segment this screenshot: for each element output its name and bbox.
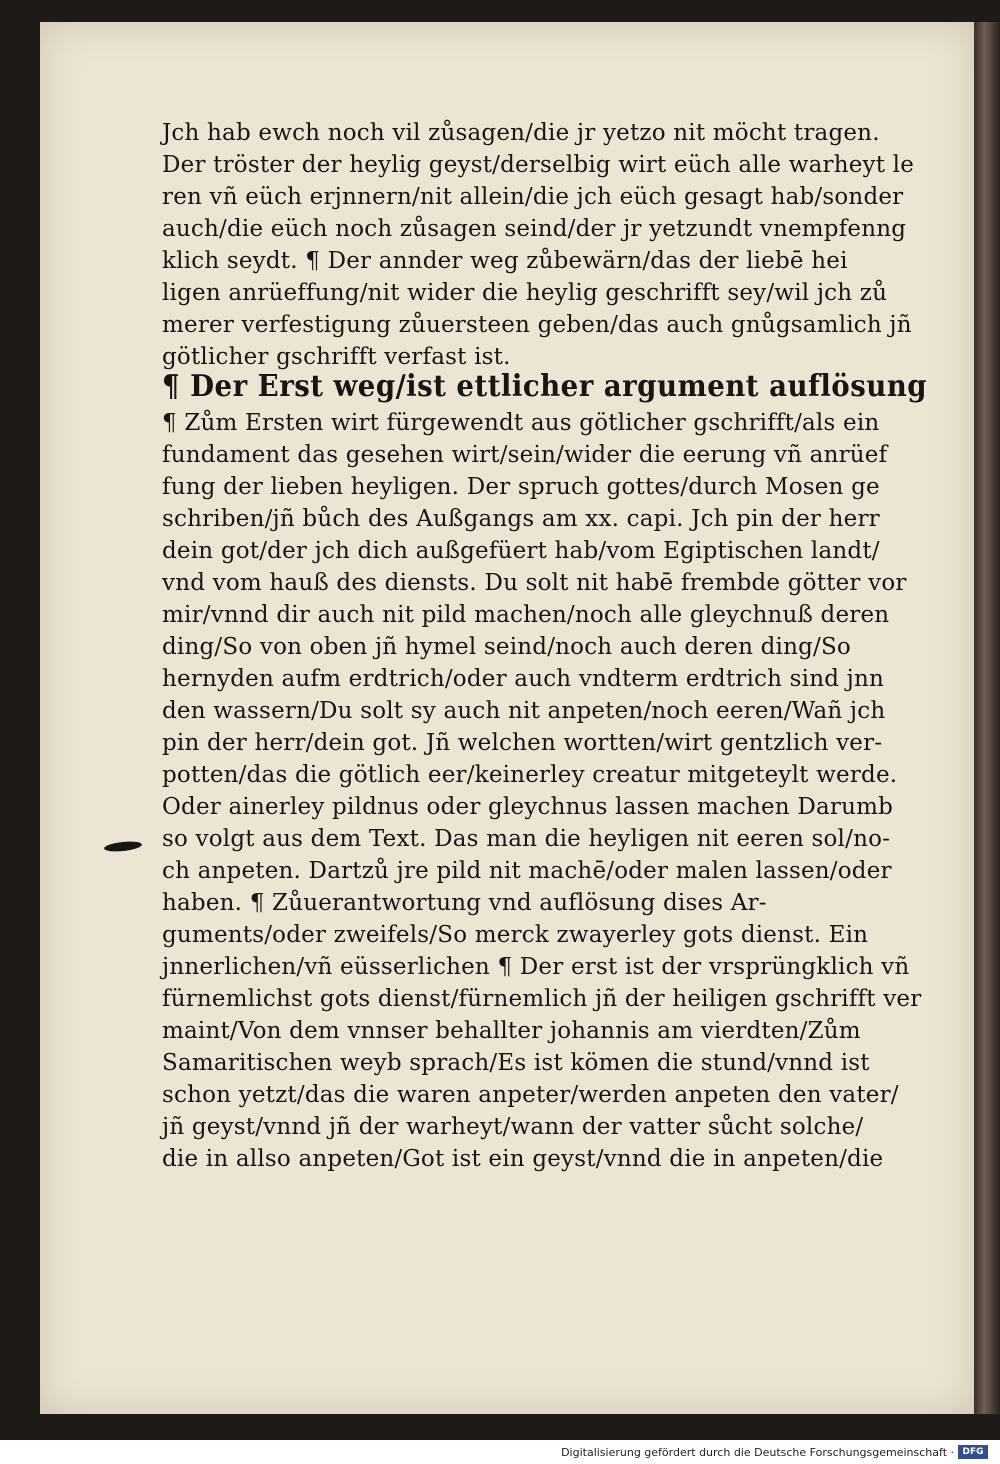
dfg-logo-icon: DFG: [958, 1445, 988, 1459]
text-line: dein got/der jch dich außgefüert hab/vom Egiptischen landt/: [162, 538, 880, 564]
text-line: mir/vnnd dir auch nit pild machen/noch alle gleychnuß deren: [162, 602, 890, 628]
text-line: schriben/jñ bůch des Außgangs am xx. capi. Jch pin der herr: [162, 506, 880, 532]
text-line: ¶ Zům Ersten wirt fürgewendt aus götlicher gschrifft/als ein: [162, 410, 880, 436]
text-line: ch anpeten. Dartzů jre pild nit machē/oder malen lassen/oder: [162, 858, 892, 884]
text-line: Jch hab ewch noch vil zůsagen/die jr yetzo nit möcht tragen.: [162, 120, 880, 146]
text-line: Der tröster der heylig geyst/derselbig wirt eüch alle warheyt le: [162, 152, 915, 178]
text-line: jñ geyst/vnnd jñ der warheyt/wann der vatter sůcht solche/: [162, 1114, 864, 1140]
text-line: fürnemlichst gots dienst/fürnemlich jñ der heiligen gschrifft ver: [162, 986, 922, 1012]
text-line: jnnerlichen/vñ eüsserlichen ¶ Der erst ist der vrsprüngklich vñ: [162, 954, 910, 980]
text-line: merer verfestigung zůuersteen geben/das auch gnůgsamlich jñ: [162, 312, 912, 338]
text-line: hernyden aufm erdtrich/oder auch vndterm erdtrich sind jnn: [162, 666, 885, 692]
text-line: guments/oder zweifels/So merck zwayerley gots dienst. Ein: [162, 922, 869, 948]
text-line: maint/Von dem vnnser behallter johannis am vierdten/Zům: [162, 1018, 861, 1044]
page-edge: [974, 22, 1000, 1414]
text-line: fung der lieben heyligen. Der spruch gottes/durch Mosen ge: [162, 474, 880, 500]
text-line: ren vñ eüch erjnnern/nit allein/die jch eüch gesagt hab/sonder: [162, 184, 904, 210]
text-line: den wassern/Du solt sy auch nit anpeten/noch eeren/Wañ jch: [162, 698, 886, 724]
text-line: Samaritischen weyb sprach/Es ist kömen die stund/vnnd ist: [162, 1050, 870, 1076]
text-line: Oder ainerley pildnus oder gleychnus lassen machen Darumb: [162, 794, 894, 820]
text-line: pin der herr/dein got. Jñ welchen wortten/wirt gentzlich ver-: [162, 730, 883, 756]
text-line: so volgt aus dem Text. Das man die heyligen nit eeren sol/no-: [162, 826, 891, 852]
text-line: ligen anrüeffung/nit wider die heylig geschrifft sey/wil jch zů: [162, 280, 888, 306]
text-line: klich seydt. ¶ Der annder weg zůbewärn/das der liebē hei: [162, 248, 848, 274]
section-heading: ¶ Der Erst weg/ist ettlicher argument auflösung: [162, 369, 928, 404]
text-line: haben. ¶ Zůuerantwortung vnd auflösung dises Ar-: [162, 890, 767, 916]
text-line: vnd vom hauß des diensts. Du solt nit habē frembde götter vor: [162, 570, 907, 596]
text-line: auch/die eüch noch zůsagen seind/der jr yetzundt vnempfenng: [162, 216, 907, 242]
text-line: ding/So von oben jñ hymel seind/noch auch deren ding/So: [162, 634, 851, 660]
text-line: potten/das die götlich eer/keinerley creatur mitgeteylt werde.: [162, 762, 898, 788]
footer-credit: Digitalisierung gefördert durch die Deutsche Forschungsgemeinschaft ·: [561, 1446, 954, 1459]
text-line: schon yetzt/das die waren anpeter/werden anpeten den vater/: [162, 1082, 899, 1108]
text-line: die in allso anpeten/Got ist ein geyst/vnnd die in anpeten/die: [162, 1146, 884, 1172]
text-line: fundament das gesehen wirt/sein/wider die eerung vñ anrüef: [162, 442, 888, 468]
text-line: götlicher gschrifft verfast ist.: [162, 344, 511, 370]
